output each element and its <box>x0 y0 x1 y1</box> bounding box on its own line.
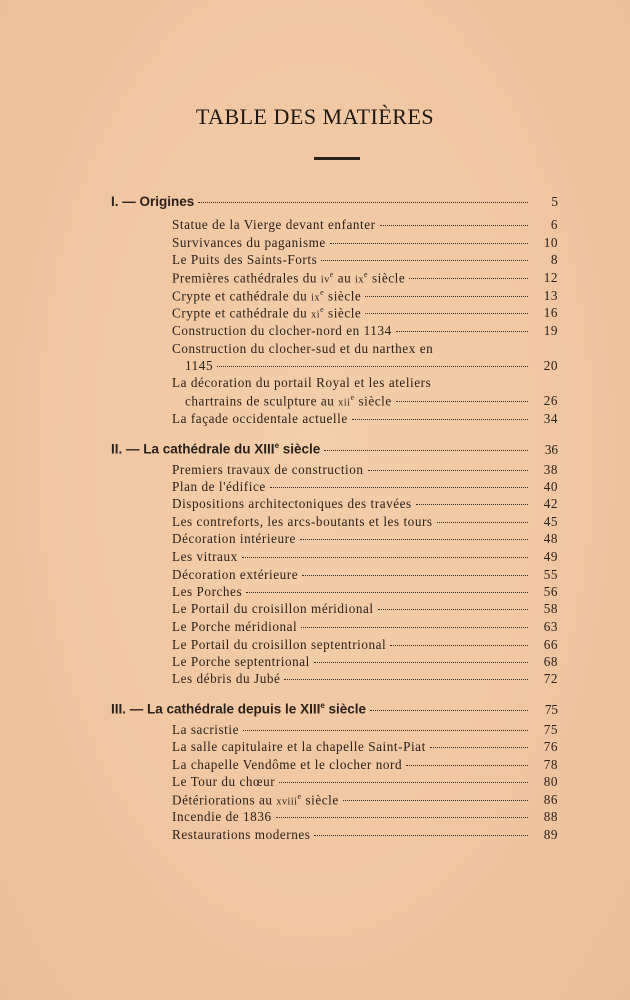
entry-label: Crypte et cathédrale du $xi^e$ siècle <box>172 305 362 321</box>
entry-label: Décoration extérieure <box>172 567 299 582</box>
page-number: 38 <box>543 462 558 477</box>
page-number: 89 <box>543 827 558 842</box>
toc-entry <box>172 462 558 478</box>
page-number: 10 <box>543 235 558 250</box>
leader-dots <box>302 575 528 576</box>
leader-dots <box>370 710 528 711</box>
entry-label: Survivances du paganisme <box>172 235 326 250</box>
page-number: 5 <box>551 194 558 209</box>
page-number: 19 <box>543 323 558 338</box>
leader-dots <box>246 592 528 593</box>
entry-label: Premières cathédrales du $iv^e$ au $ix^e$ siècle <box>172 270 406 286</box>
toc-entry <box>172 323 558 339</box>
page-number: 36 <box>544 441 558 457</box>
leader-dots <box>352 419 528 420</box>
leader-dots <box>284 679 528 680</box>
entry-label: La décoration du portail Royal et les ateliers <box>172 375 432 390</box>
leader-dots <box>279 782 528 783</box>
toc-entry <box>172 774 558 790</box>
page-number: 42 <box>543 496 558 511</box>
page-number: 68 <box>543 654 558 669</box>
section-label: II. — La cathédrale du XIIIe siècle <box>111 441 321 457</box>
toc-entry-continuation <box>185 358 558 374</box>
entry-label: Les vitraux <box>172 549 238 564</box>
toc-section-3 <box>111 701 558 718</box>
leader-dots <box>396 401 528 402</box>
entry-label: Le Portail du croisillon septentrional <box>172 637 387 652</box>
leader-dots <box>365 313 528 314</box>
leader-dots <box>430 747 528 748</box>
toc-entry <box>172 288 558 304</box>
entry-label: Restaurations modernes <box>172 827 311 842</box>
toc-entry <box>172 411 558 427</box>
page-number: 26 <box>543 393 558 409</box>
page-number: 63 <box>543 619 558 634</box>
toc-entry <box>172 217 558 233</box>
page-number: 40 <box>543 479 558 494</box>
page-number: 78 <box>543 757 558 772</box>
leader-dots <box>242 557 528 558</box>
entry-label: Détériorations au xviii$^e$ siècle <box>172 792 339 808</box>
entry-label: La façade occidentale actuelle <box>172 411 348 426</box>
entry-label: 1145 <box>185 358 214 373</box>
page-number: 49 <box>543 549 558 564</box>
toc-entry <box>172 722 558 738</box>
section-label: I. — Origines <box>111 194 195 209</box>
leader-dots <box>416 504 528 505</box>
page-number: 76 <box>543 739 558 754</box>
entry-label: Les contreforts, les arcs-boutants et les tours <box>172 514 433 529</box>
page-title: TABLE DES MATIÈRES <box>195 104 435 129</box>
toc-entry <box>172 567 558 583</box>
entry-label: Les Porches <box>172 584 243 599</box>
entry-label: chartrains de sculpture au xii$^e$ siècle <box>185 393 392 409</box>
entry-label: Premiers travaux de construction <box>172 462 364 477</box>
entry-label: La salle capitulaire et la chapelle Saint-Piat <box>172 739 426 754</box>
page-number: 56 <box>543 584 558 599</box>
toc-entry <box>172 479 558 495</box>
toc-entry <box>172 305 558 321</box>
toc-entry <box>172 739 558 755</box>
page-number: 8 <box>550 252 558 267</box>
page-number: 75 <box>543 722 558 737</box>
toc-entry <box>172 601 558 617</box>
leader-dots <box>321 260 528 261</box>
entry-label: Incendie de 1836 <box>172 809 272 824</box>
section-label: III. — La cathédrale depuis le XIIIe siècle <box>111 701 367 717</box>
leader-dots <box>378 609 528 610</box>
toc-entry <box>172 619 558 635</box>
entry-label: Construction du clocher-sud et du narthex en <box>172 341 434 356</box>
toc-entry <box>172 496 558 512</box>
page-number: 80 <box>543 774 558 789</box>
leader-dots <box>437 522 528 523</box>
entry-label: Le Tour du chœur <box>172 774 276 789</box>
toc-entry <box>172 792 558 808</box>
toc-section-2 <box>111 441 558 458</box>
leader-dots <box>330 243 528 244</box>
entry-label: Le Puits des Saints-Forts <box>172 252 318 267</box>
toc-entry <box>172 757 558 773</box>
toc-entry <box>172 235 558 251</box>
toc-entry <box>172 375 530 391</box>
toc-entry <box>172 809 558 825</box>
page-number: 66 <box>543 637 558 652</box>
page-number: 12 <box>543 270 558 286</box>
entry-label: Plan de l'édifice <box>172 479 266 494</box>
page-number: 6 <box>550 217 558 232</box>
entry-label: Décoration intérieure <box>172 531 296 546</box>
title-rule <box>314 157 360 160</box>
leader-dots <box>406 765 528 766</box>
entry-label: Statue de la Vierge devant enfanter <box>172 217 376 232</box>
page-number: 34 <box>543 411 558 426</box>
leader-dots <box>217 366 528 367</box>
leader-dots <box>300 539 528 540</box>
page-number: 72 <box>543 671 558 686</box>
entry-label: Les débris du Jubé <box>172 671 281 686</box>
toc-entry <box>172 549 558 565</box>
toc-entry <box>172 341 530 357</box>
toc-entry-continuation <box>185 393 558 409</box>
toc-entry <box>172 270 558 286</box>
leader-dots <box>276 817 528 818</box>
entry-label: La sacristie <box>172 722 240 737</box>
page-number: 55 <box>543 567 558 582</box>
leader-dots <box>380 225 528 226</box>
toc-entry <box>172 584 558 600</box>
leader-dots <box>368 470 528 471</box>
leader-dots <box>198 202 528 203</box>
leader-dots <box>270 487 528 488</box>
page-number: 16 <box>543 305 558 321</box>
leader-dots <box>301 627 528 628</box>
page-number: 58 <box>543 601 558 616</box>
page-number: 75 <box>544 701 558 717</box>
leader-dots <box>390 645 528 646</box>
toc-entry <box>172 252 558 268</box>
toc-entry <box>172 827 558 843</box>
leader-dots <box>396 331 528 332</box>
toc-entry <box>172 531 558 547</box>
page-number: 45 <box>543 514 558 529</box>
leader-dots <box>324 450 528 451</box>
entry-label: Construction du clocher-nord en 1134 <box>172 323 392 338</box>
leader-dots <box>343 800 528 801</box>
entry-label: Le Portail du croisillon méridional <box>172 601 374 616</box>
page-number: 88 <box>543 809 558 824</box>
toc-section-1 <box>111 194 558 210</box>
leader-dots <box>314 835 528 836</box>
page-number: 20 <box>543 358 558 373</box>
entry-label: Dispositions architectoniques des travées <box>172 496 412 511</box>
entry-label: Le Porche méridional <box>172 619 298 634</box>
entry-label: La chapelle Vendôme et le clocher nord <box>172 757 403 772</box>
toc-entry <box>172 671 558 687</box>
toc-entry <box>172 514 558 530</box>
page-number: 48 <box>543 531 558 546</box>
leader-dots <box>365 296 528 297</box>
entry-label: Le Porche septentrional <box>172 654 310 669</box>
toc-entry <box>172 637 558 653</box>
leader-dots <box>243 730 528 731</box>
leader-dots <box>409 278 528 279</box>
entry-label: Crypte et cathédrale du $ix^e$ siècle <box>172 288 362 304</box>
page-number: 86 <box>543 792 558 808</box>
toc-entry <box>172 654 558 670</box>
leader-dots <box>314 662 528 663</box>
page-number: 13 <box>543 288 558 304</box>
